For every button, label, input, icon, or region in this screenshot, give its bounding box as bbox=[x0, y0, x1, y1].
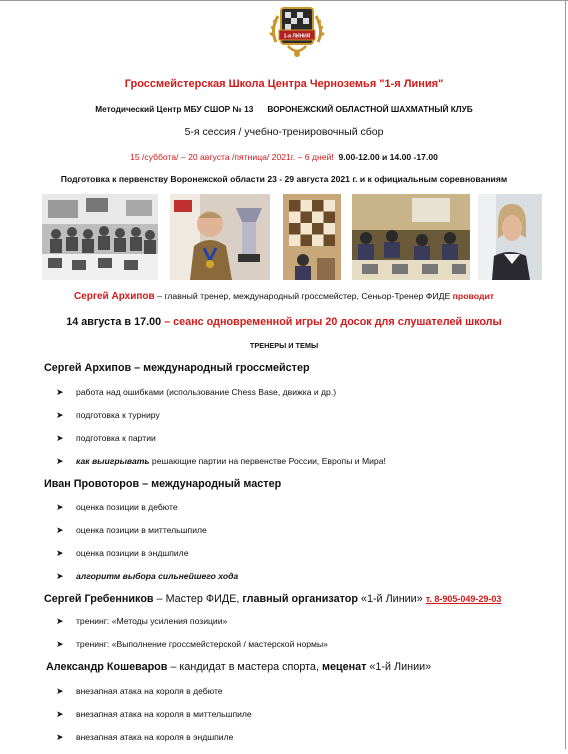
coach-title: – кандидат в мастера спорта, bbox=[167, 661, 322, 673]
arrow-bullet-icon: ➤ bbox=[56, 456, 64, 466]
coach-1-name: Сергей Архипов – международный гроссмейстер bbox=[44, 362, 310, 374]
class-photo bbox=[42, 194, 158, 280]
arrow-bullet-icon: ➤ bbox=[56, 639, 64, 649]
org-chess-club: ВОРОНЕЖСКИЙ ОБЛАСТНОЙ ШАХМАТНЫЙ КЛУБ bbox=[267, 104, 473, 114]
arrow-bullet-icon: ➤ bbox=[56, 502, 64, 512]
simul-date: 14 августа в 17.00 bbox=[66, 316, 162, 328]
simul-photo bbox=[352, 194, 470, 280]
announcer-name: Сергей Архипов bbox=[73, 291, 155, 302]
coach-role: главный организатор bbox=[242, 593, 358, 605]
arrow-bullet-icon: ➤ bbox=[56, 709, 64, 719]
list-item bbox=[56, 432, 386, 455]
coach-name: Сергей Гребенников bbox=[44, 593, 154, 605]
dates-text: 15 /суббота/ – 20 августа /пятница/ 2021г. – 6 дней! bbox=[130, 152, 334, 162]
archipov-trophy-photo bbox=[170, 194, 270, 280]
arrow-bullet-icon: ➤ bbox=[56, 525, 64, 535]
trainers-heading: ТРЕНЕРЫ И ТЕМЫ bbox=[249, 341, 319, 350]
coach-role: меценат bbox=[321, 661, 367, 673]
topic-text: работа над ошибками (использование Chess Base, движка и др.) bbox=[76, 387, 337, 397]
coach-2-name: Иван Провоторов – международный мастер bbox=[44, 478, 282, 490]
topic-text: оценка позиции в миттельшпиле bbox=[76, 525, 207, 535]
arrow-bullet-icon: ➤ bbox=[56, 433, 64, 443]
coach-name: Александр Кошеваров bbox=[46, 661, 168, 673]
organizers-line bbox=[0, 104, 568, 114]
announcer-role: – главный тренер, международный гроссмейстер, Сеньор-Тренер ФИДЕ bbox=[154, 291, 453, 301]
arrow-bullet-icon: ➤ bbox=[56, 387, 64, 397]
topic-text: внезапная атака на короля в эндшпиле bbox=[76, 732, 234, 742]
topic-text: подготовка к турниру bbox=[76, 410, 160, 420]
topic-text: тренинг: «Выполнение гроссмейстерской / мастерской нормы» bbox=[76, 639, 328, 649]
list-item bbox=[56, 501, 238, 524]
photo-strip bbox=[0, 194, 568, 282]
topic-text: решающие партии на первенстве России, Европы и Мира! bbox=[149, 456, 386, 466]
simul-description: – сеанс одновременной игры 20 досок для слушателей школы bbox=[161, 316, 502, 328]
arrow-bullet-icon: ➤ bbox=[56, 732, 64, 742]
coach-4-name bbox=[46, 661, 431, 673]
arrow-bullet-icon: ➤ bbox=[56, 686, 64, 696]
list-item bbox=[56, 708, 252, 731]
list-item bbox=[56, 524, 238, 547]
coach-2-topics bbox=[56, 501, 238, 593]
coach-3-name bbox=[44, 593, 501, 605]
announcer-action: проводит bbox=[452, 291, 495, 301]
session-title: 5-я сессия / учебно-тренировочный сбор bbox=[184, 126, 384, 138]
topic-text: внезапная атака на короля в миттельшпиле bbox=[76, 709, 252, 719]
topic-text: тренинг: «Методы усиления позиции» bbox=[76, 616, 228, 626]
coach-4-topics bbox=[56, 685, 252, 754]
coach-title: – Мастер ФИДЕ, bbox=[153, 593, 243, 605]
list-item bbox=[56, 455, 386, 478]
arrow-bullet-icon: ➤ bbox=[56, 548, 64, 558]
topic-text: оценка позиции в дебюте bbox=[76, 502, 178, 512]
time-text: 9.00-12.00 и 14.00 -17.00 bbox=[338, 152, 438, 162]
simul-event bbox=[0, 316, 568, 328]
list-item bbox=[56, 570, 238, 593]
topic-text: внезапная атака на короля в дебюте bbox=[76, 686, 223, 696]
arrow-bullet-icon: ➤ bbox=[56, 410, 64, 420]
arrow-bullet-icon: ➤ bbox=[56, 616, 64, 626]
coach-org: «1-й Линии» bbox=[357, 593, 426, 605]
list-item bbox=[56, 731, 252, 754]
page-border-top bbox=[0, 0, 568, 1]
org-method-center: Методический Центр МБУ СШОР № 13 bbox=[95, 104, 254, 114]
list-item bbox=[56, 638, 328, 661]
list-item bbox=[56, 409, 386, 432]
school-title: Гроссмейстерская Школа Центра Черноземья "1-я Линия" bbox=[124, 78, 444, 90]
topic-text: оценка позиции в эндшпиле bbox=[76, 548, 189, 558]
list-item bbox=[56, 685, 252, 708]
simul-announcer bbox=[0, 291, 568, 302]
coach-org: «1-й Линии» bbox=[366, 661, 432, 673]
list-item bbox=[56, 615, 328, 638]
coach-portrait-photo bbox=[478, 194, 542, 280]
phone-link[interactable]: т. 8-905-049-29-03 bbox=[425, 594, 502, 604]
arrow-bullet-icon: ➤ bbox=[56, 571, 64, 581]
preparation-line: Подготовка к первенству Воронежской области 23 - 29 августа 2021 г. и к официальным соревнованиям bbox=[60, 174, 508, 184]
coach-1-topics bbox=[56, 386, 386, 478]
logo-banner-text: 1-я ЛИНИЯ bbox=[283, 33, 311, 40]
list-item bbox=[56, 547, 238, 570]
session-dates bbox=[0, 152, 568, 162]
topic-text: подготовка к партии bbox=[76, 433, 156, 443]
coach-3-topics bbox=[56, 615, 328, 661]
school-logo bbox=[266, 2, 328, 64]
topic-emphasis: как выигрывать bbox=[76, 456, 150, 466]
chess-wall-photo bbox=[283, 194, 341, 280]
list-item bbox=[56, 386, 386, 409]
topic-emphasis: алгоритм выбора сильнейшего хода bbox=[76, 571, 239, 581]
